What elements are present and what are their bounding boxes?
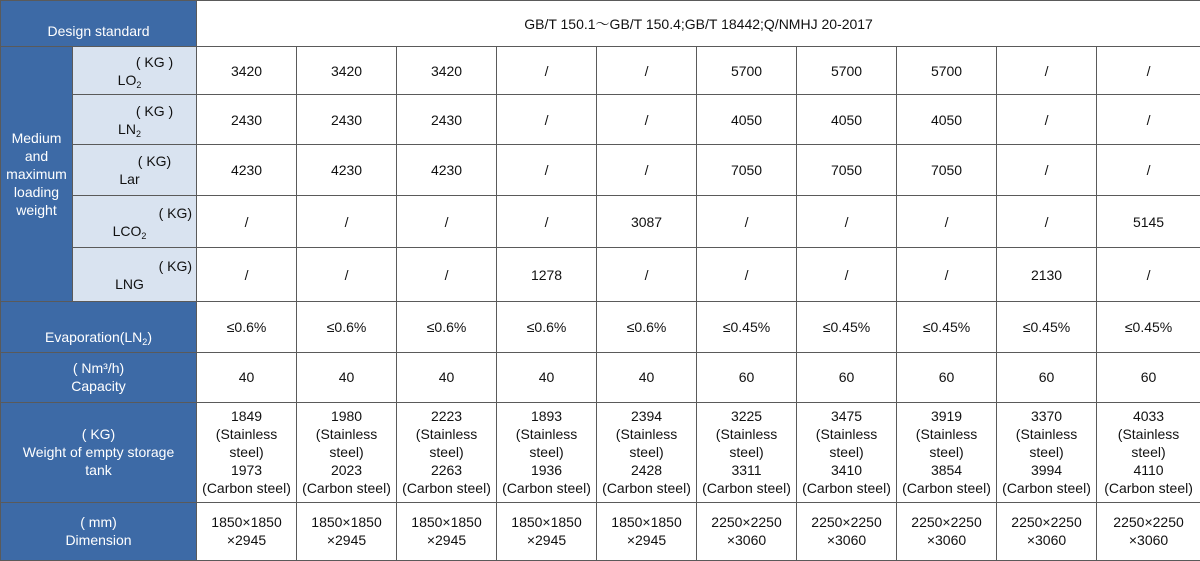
dimension-value bbox=[1097, 502, 1200, 560]
dimension-value-line: 1850×1850 bbox=[511, 514, 582, 531]
empty-weight-value bbox=[297, 402, 397, 502]
medium-value: 5700 bbox=[697, 47, 797, 95]
empty-weight-value-line: (Stainless bbox=[715, 426, 778, 443]
medium-value: 4050 bbox=[897, 95, 997, 145]
empty-weight-value bbox=[997, 402, 1097, 502]
medium-row bbox=[1, 47, 1200, 95]
capacity-value: 40 bbox=[297, 352, 397, 402]
empty-weight-value-line: steel) bbox=[629, 444, 664, 461]
empty-weight-value-line: 4033 bbox=[1132, 408, 1165, 425]
medium-value: 5700 bbox=[897, 47, 997, 95]
medium-value: / bbox=[297, 248, 397, 302]
medium-name bbox=[75, 71, 194, 89]
evaporation-value: ≤0.6% bbox=[597, 302, 697, 352]
empty-weight-value-line: (Carbon steel) bbox=[302, 480, 391, 497]
empty-weight-value-line: (Carbon steel) bbox=[1104, 480, 1193, 497]
medium-label-line: Medium bbox=[11, 130, 62, 147]
empty-weight-value-line: (Stainless bbox=[515, 426, 578, 443]
empty-weight-value-line: (Stainless bbox=[915, 426, 978, 443]
medium-label-line: maximum bbox=[6, 166, 67, 183]
capacity-row bbox=[1, 352, 1200, 402]
medium-value: 4230 bbox=[197, 145, 297, 196]
empty-weight-label-line: tank bbox=[85, 462, 112, 479]
capacity-value: 60 bbox=[997, 352, 1097, 402]
evaporation-label-text: Evaporation(LN bbox=[45, 328, 143, 345]
medium-name bbox=[75, 222, 194, 240]
empty-weight-value-line: (Carbon steel) bbox=[502, 480, 591, 497]
medium-name-text: LO bbox=[117, 71, 137, 88]
dimension-value-line: 2250×2250 bbox=[1011, 514, 1082, 531]
medium-value: / bbox=[897, 248, 997, 302]
capacity-value: 40 bbox=[597, 352, 697, 402]
dimension-value bbox=[197, 502, 297, 560]
medium-name bbox=[75, 120, 194, 138]
empty-weight-value-line: 1980 bbox=[330, 408, 363, 425]
empty-weight-value-line: 3475 bbox=[830, 408, 863, 425]
empty-weight-value bbox=[397, 402, 497, 502]
empty-weight-value-line: (Stainless bbox=[615, 426, 678, 443]
capacity-value: 40 bbox=[497, 352, 597, 402]
capacity-label bbox=[1, 352, 197, 402]
medium-unit: ( KG ) bbox=[135, 53, 174, 70]
capacity-value: 60 bbox=[897, 352, 997, 402]
empty-weight-value-line: 2263 bbox=[430, 462, 463, 479]
dimension-label bbox=[1, 502, 197, 560]
medium-value: / bbox=[597, 95, 697, 145]
dimension-value-line: ×3060 bbox=[826, 532, 867, 549]
medium-name-subscript: 2 bbox=[135, 128, 141, 139]
empty-weight-value-line: 3410 bbox=[830, 462, 863, 479]
medium-name-cell bbox=[73, 196, 197, 248]
dimension-value-line: 2250×2250 bbox=[911, 514, 982, 531]
empty-weight-value bbox=[697, 402, 797, 502]
empty-weight-value-line: (Stainless bbox=[215, 426, 278, 443]
medium-value: 2430 bbox=[197, 95, 297, 145]
medium-value: / bbox=[597, 145, 697, 196]
medium-value: 7050 bbox=[697, 145, 797, 196]
empty-weight-value bbox=[1097, 402, 1200, 502]
medium-value: / bbox=[197, 196, 297, 248]
dimension-value-line: 1850×1850 bbox=[611, 514, 682, 531]
medium-name-text: LN bbox=[118, 120, 136, 137]
capacity-unit: ( Nm³/h) bbox=[72, 360, 125, 377]
dimension-value-line: ×2945 bbox=[426, 532, 467, 549]
empty-weight-value-line: 2394 bbox=[630, 408, 663, 425]
medium-unit: ( KG) bbox=[158, 257, 193, 274]
medium-value: 2430 bbox=[297, 95, 397, 145]
medium-value: / bbox=[497, 95, 597, 145]
dimension-value-line: ×3060 bbox=[1128, 532, 1169, 549]
evaporation-value: ≤0.45% bbox=[697, 302, 797, 352]
medium-label-line: and bbox=[24, 148, 49, 165]
empty-weight-row bbox=[1, 402, 1200, 502]
empty-weight-label-line: Weight of empty storage bbox=[22, 444, 175, 461]
medium-value: / bbox=[497, 47, 597, 95]
empty-weight-value-line: 2428 bbox=[630, 462, 663, 479]
empty-weight-value-line: (Carbon steel) bbox=[702, 480, 791, 497]
dimension-value bbox=[697, 502, 797, 560]
medium-value: / bbox=[697, 248, 797, 302]
empty-weight-value-line: 3919 bbox=[930, 408, 963, 425]
medium-value: 3420 bbox=[397, 47, 497, 95]
empty-weight-value-line: (Stainless bbox=[815, 426, 878, 443]
medium-value: / bbox=[997, 47, 1097, 95]
empty-weight-value-line: (Stainless bbox=[315, 426, 378, 443]
medium-value: 5700 bbox=[797, 47, 897, 95]
dimension-unit: ( mm) bbox=[80, 514, 117, 531]
empty-weight-value-line: 1936 bbox=[530, 462, 563, 479]
medium-value: / bbox=[1097, 248, 1200, 302]
evaporation-value: ≤0.45% bbox=[797, 302, 897, 352]
medium-value: 4050 bbox=[797, 95, 897, 145]
dimension-value-line: 1850×1850 bbox=[411, 514, 482, 531]
medium-value: / bbox=[297, 196, 397, 248]
dimension-row bbox=[1, 502, 1200, 560]
empty-weight-value-line: 3225 bbox=[730, 408, 763, 425]
empty-weight-value-line: steel) bbox=[729, 444, 764, 461]
medium-value: 3420 bbox=[297, 47, 397, 95]
medium-name bbox=[75, 275, 194, 293]
medium-value: / bbox=[1097, 145, 1200, 196]
empty-weight-value-line: (Carbon steel) bbox=[802, 480, 891, 497]
medium-value: 3420 bbox=[197, 47, 297, 95]
evaporation-row bbox=[1, 302, 1200, 352]
medium-row bbox=[1, 196, 1200, 248]
medium-label bbox=[1, 47, 73, 302]
medium-value: 4050 bbox=[697, 95, 797, 145]
empty-weight-value bbox=[897, 402, 997, 502]
empty-weight-value-line: (Carbon steel) bbox=[1002, 480, 1091, 497]
medium-value: 4230 bbox=[397, 145, 497, 196]
medium-unit: ( KG ) bbox=[135, 102, 174, 119]
medium-label-line: weight bbox=[16, 202, 57, 219]
empty-weight-value-line: steel) bbox=[329, 444, 364, 461]
medium-value: / bbox=[1097, 95, 1200, 145]
empty-weight-value-line: (Stainless bbox=[415, 426, 478, 443]
dimension-value bbox=[597, 502, 697, 560]
medium-value: / bbox=[697, 196, 797, 248]
medium-value: / bbox=[397, 248, 497, 302]
dimension-value bbox=[897, 502, 997, 560]
medium-value: 7050 bbox=[797, 145, 897, 196]
empty-weight-value-line: 3994 bbox=[1030, 462, 1063, 479]
evaporation-value: ≤0.6% bbox=[197, 302, 297, 352]
medium-unit: ( KG) bbox=[158, 204, 193, 221]
empty-weight-value-line: 4110 bbox=[1133, 462, 1164, 479]
evaporation-label-end: ) bbox=[147, 328, 152, 345]
empty-weight-value-line: (Carbon steel) bbox=[202, 480, 291, 497]
medium-name bbox=[75, 170, 194, 188]
dimension-value-line: 2250×2250 bbox=[811, 514, 882, 531]
medium-value: / bbox=[397, 196, 497, 248]
medium-name-cell bbox=[73, 145, 197, 196]
dimension-value-line: ×3060 bbox=[1026, 532, 1067, 549]
medium-name-text: LNG bbox=[115, 275, 144, 292]
empty-weight-value-line: 3311 bbox=[731, 462, 762, 479]
medium-label-line: loading bbox=[13, 184, 60, 201]
medium-value: / bbox=[597, 47, 697, 95]
medium-value: / bbox=[497, 145, 597, 196]
medium-value: 2430 bbox=[397, 95, 497, 145]
dimension-value bbox=[397, 502, 497, 560]
dimension-value-line: ×2945 bbox=[326, 532, 367, 549]
medium-name-subscript: 2 bbox=[141, 230, 147, 241]
capacity-value: 40 bbox=[197, 352, 297, 402]
medium-value: / bbox=[897, 196, 997, 248]
empty-weight-value bbox=[597, 402, 697, 502]
empty-weight-value-line: 3854 bbox=[930, 462, 963, 479]
medium-value: 2130 bbox=[997, 248, 1097, 302]
dimension-value bbox=[297, 502, 397, 560]
medium-value: / bbox=[497, 196, 597, 248]
empty-weight-value-line: steel) bbox=[1029, 444, 1064, 461]
dimension-value-line: ×3060 bbox=[726, 532, 767, 549]
empty-weight-value-line: 2223 bbox=[430, 408, 463, 425]
empty-weight-value-line: (Carbon steel) bbox=[902, 480, 991, 497]
medium-value: / bbox=[997, 95, 1097, 145]
empty-weight-value-line: steel) bbox=[429, 444, 464, 461]
empty-weight-value-line: (Stainless bbox=[1015, 426, 1078, 443]
dimension-value-line: 2250×2250 bbox=[711, 514, 782, 531]
empty-weight-value-line: 1893 bbox=[530, 408, 563, 425]
medium-value: / bbox=[1097, 47, 1200, 95]
design-standard-row bbox=[1, 1, 1200, 47]
dimension-value bbox=[497, 502, 597, 560]
medium-value: 1278 bbox=[497, 248, 597, 302]
empty-weight-value bbox=[797, 402, 897, 502]
dimension-value-line: ×2945 bbox=[626, 532, 667, 549]
medium-name-cell bbox=[73, 47, 197, 95]
dimension-value-line: ×2945 bbox=[226, 532, 267, 549]
medium-row bbox=[1, 145, 1200, 196]
medium-name-cell bbox=[73, 248, 197, 302]
medium-value: / bbox=[797, 248, 897, 302]
dimension-value-line: 1850×1850 bbox=[311, 514, 382, 531]
empty-weight-value-line: 1849 bbox=[230, 408, 263, 425]
empty-weight-unit: ( KG) bbox=[81, 426, 116, 443]
dimension-value-line: 1850×1850 bbox=[211, 514, 282, 531]
capacity-label-text: Capacity bbox=[71, 378, 126, 395]
medium-value: / bbox=[197, 248, 297, 302]
empty-weight-value-line: 2023 bbox=[330, 462, 363, 479]
empty-weight-value bbox=[497, 402, 597, 502]
evaporation-value: ≤0.45% bbox=[897, 302, 997, 352]
capacity-value: 40 bbox=[397, 352, 497, 402]
dimension-value-line: ×2945 bbox=[526, 532, 567, 549]
evaporation-value: ≤0.45% bbox=[997, 302, 1097, 352]
medium-value: / bbox=[597, 248, 697, 302]
dimension-value bbox=[997, 502, 1097, 560]
evaporation-label-subscript: 2 bbox=[142, 336, 148, 347]
dimension-value bbox=[797, 502, 897, 560]
medium-value: 4230 bbox=[297, 145, 397, 196]
empty-weight-value-line: steel) bbox=[1131, 444, 1166, 461]
empty-weight-value bbox=[197, 402, 297, 502]
evaporation-label bbox=[1, 302, 197, 352]
dimension-label-text: Dimension bbox=[65, 532, 132, 549]
medium-name-text: Lar bbox=[119, 171, 140, 188]
medium-value: 7050 bbox=[897, 145, 997, 196]
empty-weight-value-line: steel) bbox=[529, 444, 564, 461]
empty-weight-value-line: 3370 bbox=[1030, 408, 1063, 425]
design-standard-label: Design standard bbox=[1, 1, 197, 47]
empty-weight-value-line: steel) bbox=[929, 444, 964, 461]
empty-weight-value-line: (Carbon steel) bbox=[602, 480, 691, 497]
empty-weight-value-line: (Stainless bbox=[1117, 426, 1180, 443]
medium-value: / bbox=[997, 196, 1097, 248]
dimension-value-line: ×3060 bbox=[926, 532, 967, 549]
medium-row bbox=[1, 95, 1200, 145]
empty-weight-value-line: steel) bbox=[829, 444, 864, 461]
medium-name-cell bbox=[73, 95, 197, 145]
capacity-value: 60 bbox=[1097, 352, 1200, 402]
capacity-value: 60 bbox=[697, 352, 797, 402]
medium-row bbox=[1, 248, 1200, 302]
empty-weight-value-line: 1973 bbox=[230, 462, 263, 479]
evaporation-value: ≤0.45% bbox=[1097, 302, 1200, 352]
capacity-value: 60 bbox=[797, 352, 897, 402]
empty-weight-value-line: (Carbon steel) bbox=[402, 480, 491, 497]
evaporation-value: ≤0.6% bbox=[297, 302, 397, 352]
evaporation-value: ≤0.6% bbox=[497, 302, 597, 352]
medium-value: 5145 bbox=[1097, 196, 1200, 248]
medium-name-text: LCO bbox=[112, 222, 142, 239]
medium-unit: ( KG) bbox=[137, 153, 172, 170]
medium-value: / bbox=[997, 145, 1097, 196]
evaporation-value: ≤0.6% bbox=[397, 302, 497, 352]
empty-weight-value-line: steel) bbox=[229, 444, 264, 461]
empty-weight-label bbox=[1, 402, 197, 502]
design-standard-value: GB/T 150.1～GB/T 150.4;GB/T 18442;Q/NMHJ 20-2017 bbox=[197, 1, 1200, 47]
medium-name-subscript: 2 bbox=[136, 79, 142, 90]
dimension-value-line: 2250×2250 bbox=[1113, 514, 1184, 531]
medium-value: 3087 bbox=[597, 196, 697, 248]
medium-value: / bbox=[797, 196, 897, 248]
